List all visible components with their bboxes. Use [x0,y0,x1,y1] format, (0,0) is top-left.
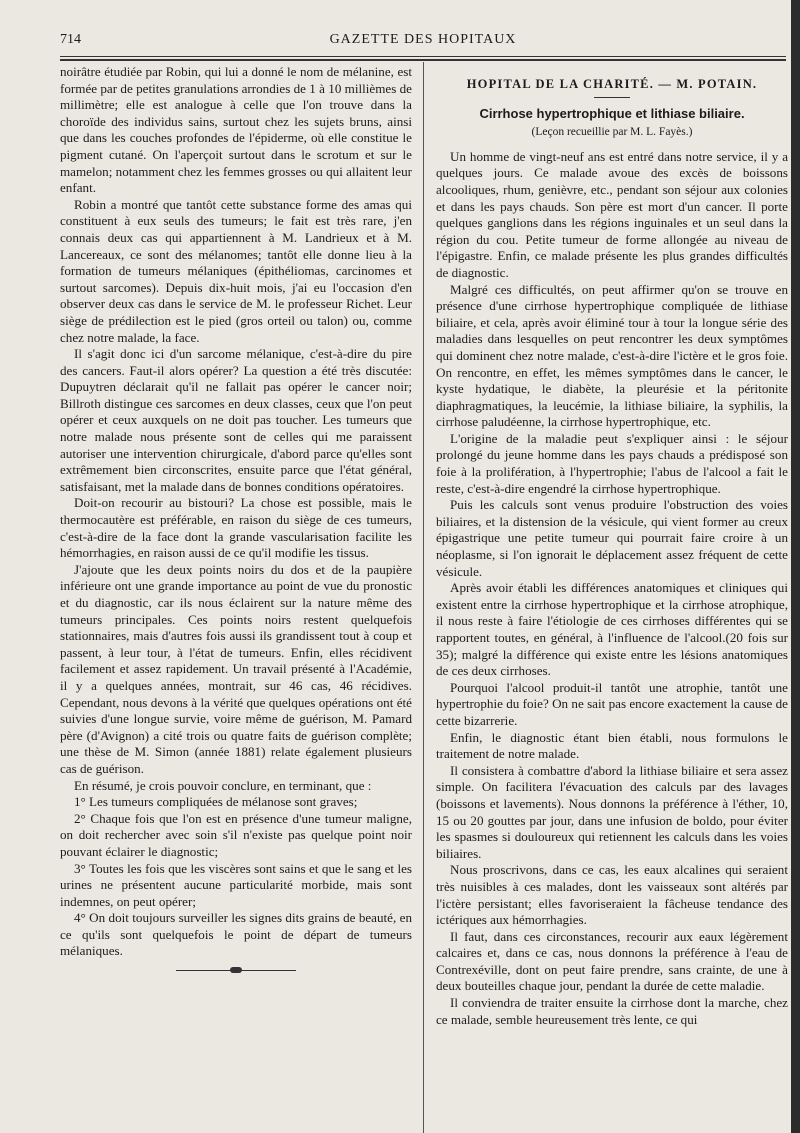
lesson-subtitle: (Leçon recueillie par M. L. Fayès.) [531,126,693,139]
conclusion-item: 4° On doit toujours surveiller les signes dits grains de beauté, en ce qu'ils sont quelquefois le point de départ de tumeurs mélaniques. [60,910,412,959]
paragraph: Il faut, dans ces circonstances, recourir aux eaux légèrement calcaires et, dans ce cas, nous donnons la préférence à l'eau de Contrexéville, dont on peut faire prendre, sans crainte, de une à deux bouteilles chaque jour, pendant la durée de cette maladie. [436,928,788,994]
paragraph: noirâtre étudiée par Robin, qui lui a donné le nom de mélanine, est formée par de petites granulations arrondies de 1 à 10 millièmes de millimètre; elle est analogue à celle que l'on trouve dans la choroïde des individus sains, surtout chez les sujets bruns, ainsi que dans les couches profondes de l'épiderme, où elle constitue le pigment cutané. On l'aperçoit surtout dans le scrotum et sur le mamelon; notamment chez les femmes grosses ou qui allaitent leur enfant. [60,64,412,196]
conclusion-item: 3° Toutes les fois que les viscères sont sains et que le sang et les urines ne présentent aucune particularité morbide, mais sont indemnes, on peut opérer; [60,860,412,909]
paragraph: Puis les calculs sont venus produire l'obstruction des voies biliaires, et la distension de la vésicule, qui vient former au creux épigastrique une petite tumeur qui pourrait faire croire à un néoplasme, si l'on ignorait le déplacement assez fréquent de cette vésicule. [436,497,788,579]
page-number: 714 [60,32,81,47]
paragraph: L'origine de la maladie peut s'expliquer ainsi : le séjour prolongé du jeune homme dans les pays chauds a prédisposé son foie à la prolifération, à l'hypertrophie; l'abus de l'alcool a fait le reste, c'est-à-dire engendré la cirrhose hypertrophique. [436,430,788,496]
conclusion-item: 2° Chaque fois que l'on est en présence d'une tumeur maligne, on doit rechercher avec soin s'il n'existe pas quelque point noir pouvant éclairer le diagnostic; [60,810,412,859]
journal-title: GAZETTE DES HOPITAUX [329,32,517,47]
header-rule [60,56,786,61]
paragraph: Il consistera à combattre d'abord la lithiase biliaire et sera assez simple. On facilitera l'évacuation des calculs par des lavages (boissons et lavements). Nous donnons la préférence à l'éther, 10, 15 ou 20 gouttes par jour, dans une infusion de boldo, pour éviter les spasmes si douloureux qui retiennent les calculs dans les voies biliaires. [436,762,788,861]
paragraph: Doit-on recourir au bistouri? La chose est possible, mais le thermocautère est préférable, en raison du siège de ces tumeurs, c'est-à-dire de la face dont la grande vascularisation facilite les hémorrhagies, en raison aussi de ce qu'il modifie les tissus. [60,495,412,561]
paragraph: Il s'agit donc ici d'un sarcome mélanique, c'est-à-dire du pire des cancers. Faut-il alors opérer? La question a été très discutée: Dupuytren déclarait qu'il ne fallait pas opérer le cancer noir; Billroth distingue ces sarcomes en deux classes, ceux que l'on peut opérer et ceux auxquels on ne doit pas toucher. Les tumeurs que notre malade nous présente sont de celles qui me paraissent autoriser une intervention chirurgicale, d'abord parce qu'elles sont extrêmement bien circonscrites, ensuite parce que l'état général, satisfaisant, met la malade dans de bonnes conditions opératoires. [60,346,412,494]
paragraph: Enfin, le diagnostic étant bien établi, nous formulons le traitement de notre malade. [436,729,788,762]
hospital-heading: HOPITAL DE LA CHARITÉ. — M. POTAIN. [466,77,758,91]
paragraph: Pourquoi l'alcool produit-il tantôt une atrophie, tantôt une hypertrophie du foie? On ne sait pas encore exactement la cause de cette bizarrerie. [436,679,788,728]
paragraph: Un homme de vingt-neuf ans est entré dans notre service, il y a quelques jours. Ce malade avoue des excès de boissons alcooliques, rhum, genièvre, etc., pendant son séjour aux colonies et dans les pays chauds. Son père est mort d'un cancer. Il porte quelques ganglions dans les régions inguinales et un seul dans la région du cou. Petite tumeur de forme allongée au niveau de l'épigastre. Enfin, ce malade présente les plus grandes difficultés de diagnostic. [436,148,788,280]
page-edge-shadow [791,0,800,1133]
conclusion-item: 1° Les tumeurs compliquées de mélanose sont graves; [74,794,358,810]
page-header [60,24,786,52]
paragraph: Robin a montré que tantôt cette substance forme des amas qui constituent à eux seuls des tumeurs; le fait est très rare, j'en connais deux cas qui appartiennent à M. Landrieux et à M. Lancereaux, ce sont des mélanomes; tantôt elle donne lieu à la formation de tumeurs mélaniques (épithéliomas, carcinomes et surtout sarcomes). Depuis dix-huit mois, j'ai eu l'occasion d'en observer deux cas dans le service de M. le professeur Richet. Leur siège de prédilection est le pied (gros orteil ou talon) ou, comme chez notre malade, la face. [60,196,412,345]
column-divider [423,62,424,1133]
paragraph: Nous proscrivons, dans ce cas, les eaux alcalines qui seraient très nuisibles à ces malades, dont les vaisseaux sont altérés par l'ictère persistant; elles favoriseraient la fâcheuse tendance des ictériques aux hémorrhagies. [436,862,788,928]
article-end-ornament [176,970,296,971]
paragraph: J'ajoute que les deux points noirs du dos et de la paupière inférieure ont une grande importance au point de vue du pronostic et du diagnostic, car ils nous éclairent sur la nature même des tumeurs principales. Ces points noirs restent quelquefois stationnaires, mais d'autres fois aussi ils grandissent tout à coup et passent, à leur tour, à l'état de tumeurs. Enfin, elles récidivent facilement et assez rapidement. Un travail présenté à l'Académie, il y a quelques années, montrait, sur 46 cas, 46 récidives. Cependant, nous devons à la vérité que quelques opérations ont été suivies d'une longue survie, voire même de guérison, M. Pamard père (d'Avignon) a cité trois ou quatre faits de guérison complète; une thèse de M. Simon (année 1881) relate également plusieurs cas de guérison. [60,561,412,776]
paragraph: Malgré ces difficultés, on peut affirmer qu'on se trouve en présence d'une cirrhose hypertrophique compliquée de lithiase biliaire, et cela, après avoir éliminé tour à tour la longue série des maladies dans lesquelles on peut rencontrer les deux symptômes qui dominent chez notre malade, c'est-à-dire l'ictère et le gros foie. On rencontre, en effet, les mêmes symptômes dans le cancer, le kyste hydatique, le diabète, la pleurésie et la péritonite diaphragmatiques, la leucémie, la lithiase biliaire, la syphilis, la cirrhose paludéenne, la cirrhose hypertrophique, etc. [436,281,788,430]
paragraph: Après avoir établi les différences anatomiques et cliniques qui existent entre la cirrhose hypertrophique et la cirrhose atrophique, il nous reste à faire l'étiologie de ces cirrhoses différentes qui se rapportent toutes, en général, à l'influence de l'alcool.(20 fois sur 35); malgré la différence qui existe entre les lésions anatomiques de ces deux cirrhoses. [436,580,788,679]
paragraph: Il conviendra de traiter ensuite la cirrhose dont la marche, chez ce malade, semble heureusement très lente, ce qui [436,995,788,1027]
right-column [436,64,788,1028]
heading-rule [594,97,630,98]
paragraph: En résumé, je crois pouvoir conclure, en terminant, que : [74,777,372,793]
left-column [60,64,412,971]
lesson-title: Cirrhose hypertrophique et lithiase biliaire. [479,105,745,121]
